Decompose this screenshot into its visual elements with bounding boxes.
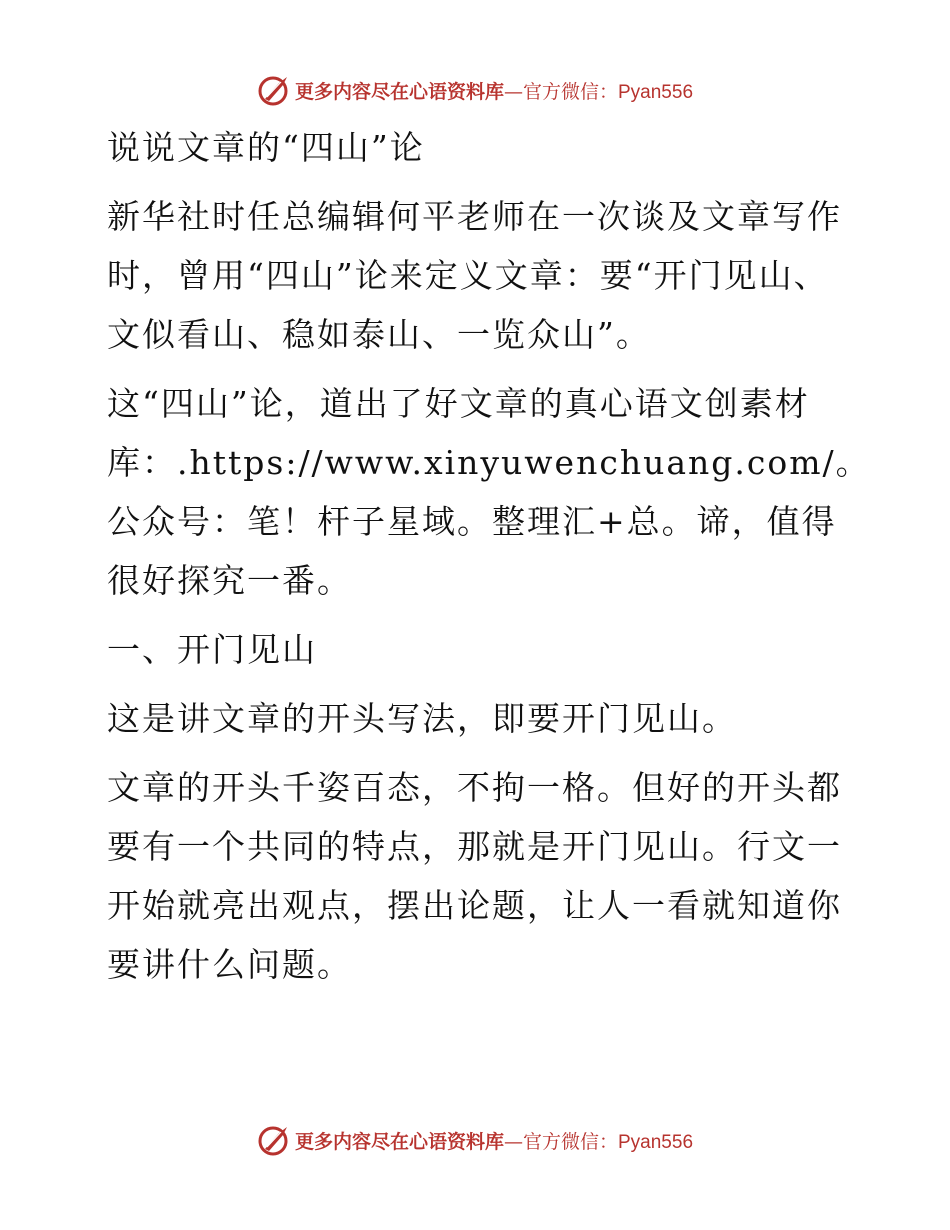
quill-circle-logo-icon xyxy=(257,1123,291,1157)
banner-text: 更多内容尽在心语资料库—官方微信：Pyan556 xyxy=(294,1130,694,1153)
article-body xyxy=(97,118,871,994)
quill-circle-logo-icon xyxy=(257,73,291,107)
section-heading: 一、开门见山 xyxy=(107,630,317,669)
paragraph-detail: 文章的开头千姿百态，不拘一格。但好的开头都要有一个共同的特点，那就是开门见山。行文一开始就亮出观点，摆出论题，让人一看就知道你要讲什么问题。 xyxy=(107,768,842,984)
paragraph-source: 这“四山”论，道出了好文章的真心语文创素材库：.https://www.xinyuwenchuang.com/。公众号：笔！杆子星域。整理汇+总。谛，值得很好探究一番。 xyxy=(107,384,871,600)
banner-text: 更多内容尽在心语资料库—官方微信：Pyan556 xyxy=(294,80,694,103)
article-title: 说说文章的“四山”论 xyxy=(107,128,425,167)
paragraph-opening: 这是讲文章的开头写法，即要开门见山。 xyxy=(107,699,737,738)
paragraph-intro: 新华社时任总编辑何平老师在一次谈及文章写作时，曾用“四山”论来定义文章：要“开门见山、文似看山、稳如泰山、一览众山”。 xyxy=(107,197,842,354)
footer-banner xyxy=(0,1120,950,1160)
header-banner xyxy=(0,70,950,110)
